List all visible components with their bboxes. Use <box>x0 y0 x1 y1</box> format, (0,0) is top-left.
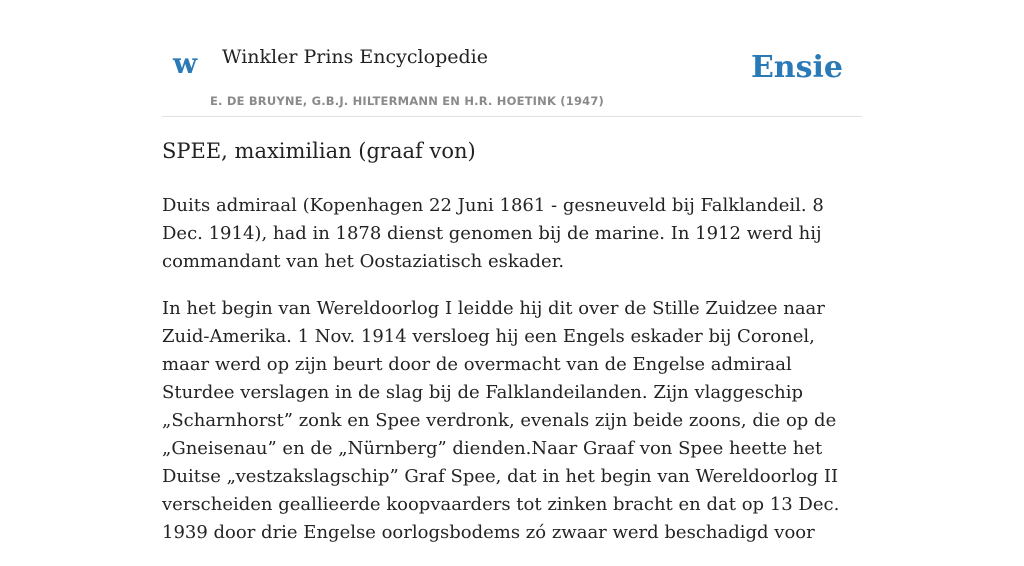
entry-title: SPEE, maximilian (graaf von) <box>162 139 476 163</box>
authors-line: E. DE BRUYNE, G.B.J. HILTERMANN EN H.R. HOETINK (1947) <box>210 94 605 108</box>
paragraph: Duits admiraal (Kopenhagen 22 Juni 1861 - gesneuveld bij Falklandeil. 8 Dec. 1914), had in 1878 dienst genomen bij de marine. In 1912 werd hij commandant van het Oostaziatisch eskader. <box>162 195 824 272</box>
page <box>162 0 862 543</box>
brand-logo[interactable]: Ensie <box>750 50 843 85</box>
site-title[interactable]: Winkler Prins Encyclopedie <box>222 46 488 68</box>
paragraph: In het begin van Wereldoorlog I leidde hij dit over de Stille Zuidzee naar Zuid-Amerika. 1 Nov. 1914 versloeg hij een Engels eskader bij Coronel, maar werd op zijn beurt door de overmacht van de Engelse admiraal Sturdee verslagen in de slag bij de Falklandeilanden. Zijn vlaggeschip „Scharnhorst” zonk en Spee verdronk, evenals zijn beide zoons, die op de „Gneisenau” en de „Nürnberg” dienden.Naar Graaf von Spee heette het Duitse „vestzakslagschip” Graf Spee, dat in het begin van Wereldoorlog II verscheiden geallieerde koopvaarders tot zinken bracht en dat op 13 Dec. 1939 door drie Engelse oorlogsbodems zó zwaar werd beschadigd voor <box>162 298 840 543</box>
site-logo[interactable]: w <box>173 47 198 80</box>
header <box>162 0 862 117</box>
entry-body <box>162 192 862 566</box>
